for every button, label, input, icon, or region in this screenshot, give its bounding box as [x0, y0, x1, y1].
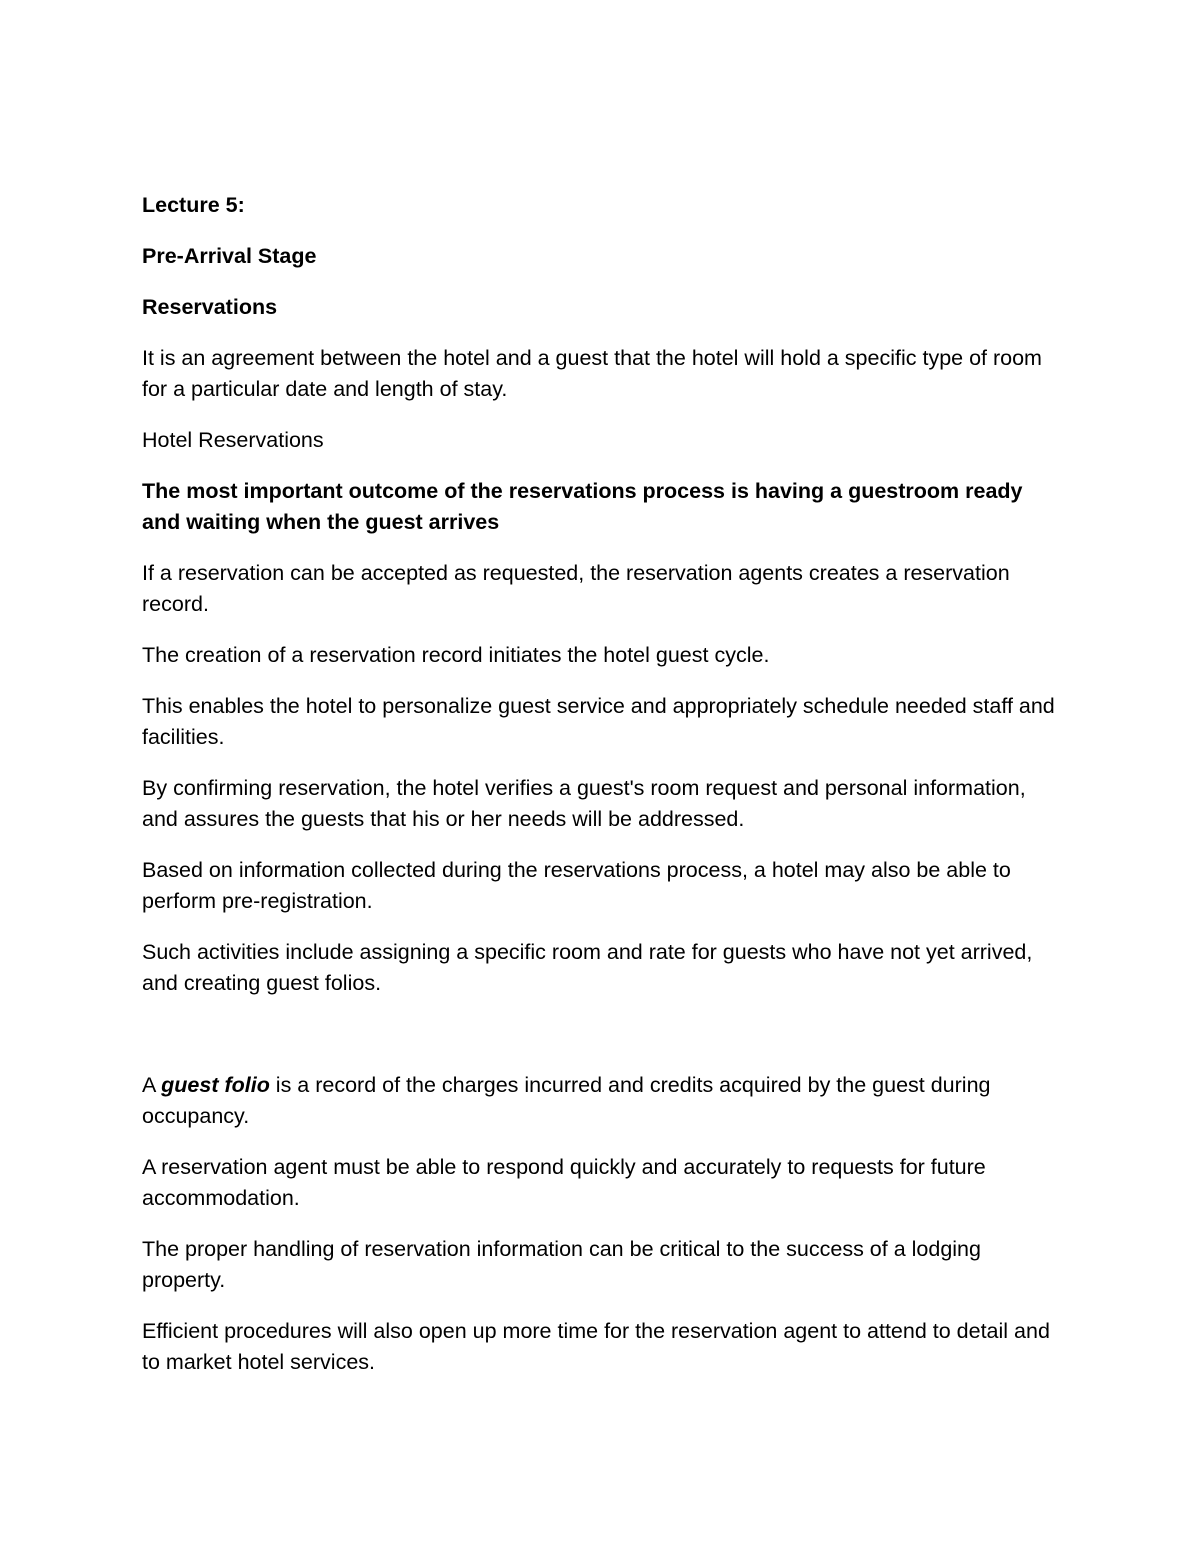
subheading: Hotel Reservations	[142, 428, 324, 452]
guest-folio-paragraph	[142, 1070, 1062, 1132]
document-body	[142, 190, 1062, 1398]
folio-term: guest folio	[161, 1073, 270, 1097]
stage-heading: Pre-Arrival Stage	[142, 244, 317, 268]
paragraph: A reservation agent must be able to respond quickly and accurately to requests for future accommodation.	[142, 1155, 986, 1210]
key-point-paragraph: The most important outcome of the reservations process is having a guestroom ready and waiting when the guest arrives	[142, 479, 1023, 534]
paragraph: This enables the hotel to personalize guest service and appropriately schedule needed staff and facilities.	[142, 694, 1055, 749]
folio-definition: is a record of the charges incurred and credits acquired by the guest during occupancy.	[142, 1073, 991, 1128]
lecture-title: Lecture 5:	[142, 193, 245, 217]
paragraph: Such activities include assigning a specific room and rate for guests who have not yet arrived, and creating guest folios.	[142, 940, 1033, 995]
folio-prefix: A	[142, 1073, 162, 1097]
definition-paragraph: It is an agreement between the hotel and a guest that the hotel will hold a specific type of room for a particular date and length of stay.	[142, 346, 1042, 401]
paragraph: If a reservation can be accepted as requested, the reservation agents creates a reservation record.	[142, 561, 1010, 616]
paragraph: Based on information collected during the reservations process, a hotel may also be able to perform pre-registration.	[142, 858, 1011, 913]
blank-line	[142, 1019, 1062, 1070]
paragraph: Efficient procedures will also open up more time for the reservation agent to attend to detail and to market hotel services.	[142, 1319, 1050, 1374]
paragraph: The creation of a reservation record initiates the hotel guest cycle.	[142, 643, 770, 667]
paragraph: By confirming reservation, the hotel verifies a guest's room request and personal information, and assures the guests that his or her needs will be addressed.	[142, 776, 1026, 831]
paragraph: The proper handling of reservation information can be critical to the success of a lodging property.	[142, 1237, 981, 1292]
section-heading: Reservations	[142, 295, 278, 319]
